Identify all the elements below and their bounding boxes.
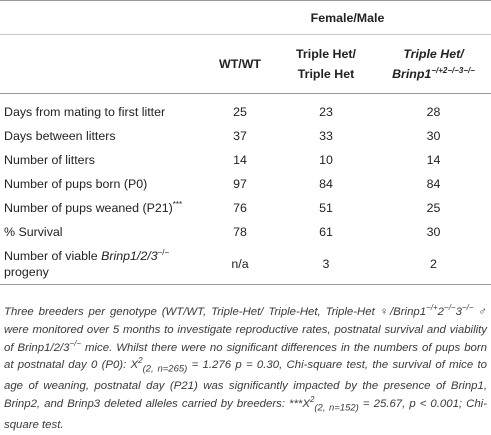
column-header-brinp-geno: −/+2−/−3−/−	[431, 65, 475, 75]
cell-triple-het: 61	[319, 225, 333, 239]
cell-wt: 78	[233, 225, 247, 239]
row-label: Days between litters	[4, 129, 116, 143]
row-label: Number of viable Brinp1/2/3−/− progeny	[0, 244, 204, 285]
cell-triple-het: 10	[319, 153, 333, 167]
row-label: Number of litters	[4, 153, 95, 167]
cell-wt: 76	[233, 201, 247, 215]
row-label: Number of pups born (P0)	[4, 177, 148, 191]
cell-triple-het: 33	[319, 129, 333, 143]
column-header-brinp-gene: Brinp1	[392, 67, 432, 81]
column-header-brinp	[376, 35, 491, 94]
cell-brinp: 2	[376, 244, 491, 285]
group-header-row	[0, 1, 491, 35]
cell-brinp: 25	[426, 201, 441, 215]
row-label: % Survival	[4, 225, 63, 239]
cell-wt: 37	[233, 129, 247, 143]
table-row	[0, 148, 491, 172]
cell-brinp: 84	[426, 177, 441, 191]
table-row	[0, 220, 491, 244]
cell-wt: 25	[204, 94, 276, 125]
cell-wt: 14	[233, 153, 247, 167]
table-row	[0, 196, 491, 220]
column-header-row	[0, 35, 491, 94]
cell-triple-het: 84	[319, 177, 333, 191]
table-footnote: Three breeders per genotype (WT/WT, Triple-Het/ Triple-Het, Triple-Het ♀/Brinp1−/+2−/−3−/− ♂ were monitored over 5 months to investigate reproductive rates, postnatal survival and viability of Brinp1/2/3−/− mice. Whilst there were no significant differences in the numbers of pups born at postnatal day 0 (P0): $X^2_{(2, n=265)} = 1.276$ p = 0.30, Chi-square test, the survival of mice to age of weaning, postnatal day (P21) was significantly impacted by the presence of Brinp1, Brinp2, and Brinp3 deleted alleles carried by breeders: $***X^2_{(2, n=152)} = 25.67$, p < 0.001; Chi-square test.	[4, 303, 488, 432]
column-header-wt: WT/WT	[204, 35, 276, 94]
table-row	[0, 244, 491, 285]
significance-marker: ***	[172, 199, 183, 209]
cell-triple-het: 23	[276, 94, 376, 125]
cell-triple-het: 51	[319, 201, 333, 215]
cell-brinp: 30	[426, 129, 441, 143]
table-row	[0, 172, 491, 196]
row-label: Number of pups weaned (P21)***	[4, 199, 183, 215]
cell-triple-het: 3	[276, 244, 376, 285]
column-header-triple-het: Triple Het/ Triple Het	[276, 35, 376, 94]
table-row	[0, 94, 491, 125]
cell-wt: 97	[233, 177, 247, 191]
column-header-brinp-prefix: Triple Het/	[403, 47, 464, 61]
cell-brinp: 14	[426, 153, 441, 167]
row-label: Days from mating to first litter	[0, 94, 204, 125]
cell-brinp: 28	[376, 94, 491, 125]
cell-wt: n/a	[204, 244, 276, 285]
group-header: Female/Male	[204, 1, 491, 35]
cell-brinp: 30	[426, 225, 441, 239]
table-row	[0, 124, 491, 148]
